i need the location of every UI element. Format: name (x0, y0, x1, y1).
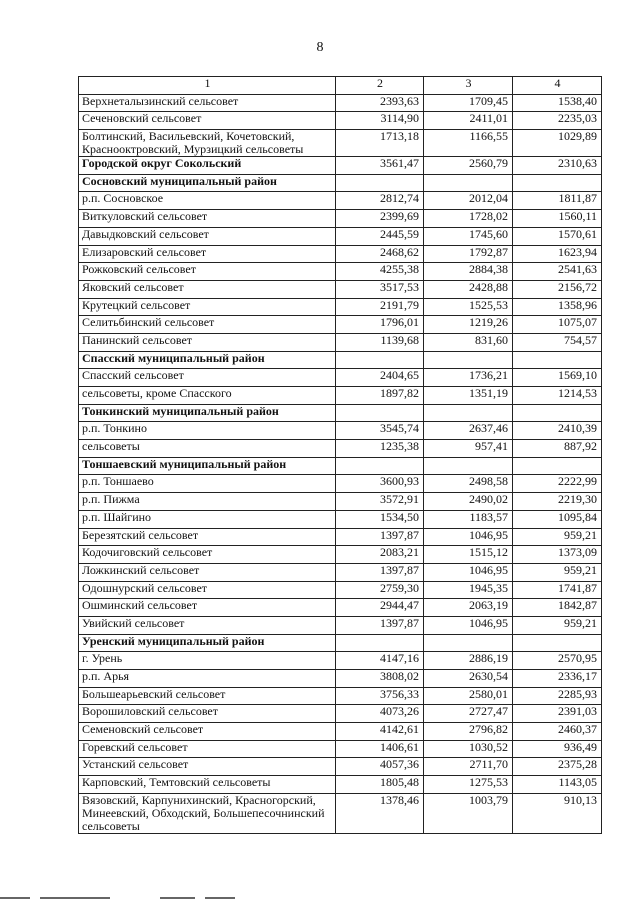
row-value-col3: 2498,58 (424, 475, 513, 493)
row-value-col3: 2630,54 (424, 670, 513, 688)
row-value-col2: 2393,63 (336, 94, 424, 112)
row-value-col4: 2391,03 (513, 705, 602, 723)
row-value-col3: 1046,95 (424, 616, 513, 634)
row-value-col4: 2570,95 (513, 652, 602, 670)
row-name-cell: Большеарьевский сельсовет (79, 687, 336, 705)
row-name-cell: р.п. Тоншаево (79, 475, 336, 493)
row-value-col3: 1275,53 (424, 776, 513, 794)
row-value-col2: 1805,48 (336, 776, 424, 794)
row-value-col4: 1358,96 (513, 298, 602, 316)
row-value-col2: 4057,36 (336, 758, 424, 776)
row-value-col4: 1143,05 (513, 776, 602, 794)
row-value-col2: 3517,53 (336, 280, 424, 298)
row-value-col3: 1792,87 (424, 245, 513, 263)
row-name-cell: Спасский муниципальный район (79, 351, 336, 369)
row-value-col3: 2580,01 (424, 687, 513, 705)
row-value-col2: 1897,82 (336, 387, 424, 405)
row-value-col2: 2083,21 (336, 546, 424, 564)
row-name-cell: р.п. Арья (79, 670, 336, 688)
row-value-col2: 1397,87 (336, 616, 424, 634)
table-row (79, 298, 602, 316)
table-row (79, 634, 602, 652)
row-value-col2: 2399,69 (336, 210, 424, 228)
row-value-col4: 887,92 (513, 440, 602, 458)
row-value-col2: 4073,26 (336, 705, 424, 723)
row-value-col3: 2428,88 (424, 280, 513, 298)
row-value-col3: 831,60 (424, 333, 513, 351)
column-header-2: 2 (336, 77, 424, 95)
table-row (79, 723, 602, 741)
scan-edge-line (205, 897, 235, 899)
row-value-col2: 3572,91 (336, 493, 424, 511)
table-row (79, 793, 602, 833)
row-name-cell: Болтинский, Васильевский, Кочетовский, Краснооктровский, Мурзицкий сельсоветы (79, 130, 336, 157)
row-name-cell: Крутецкий сельсовет (79, 298, 336, 316)
row-value-col2: 2468,62 (336, 245, 424, 263)
row-value-col4: 2219,30 (513, 493, 602, 511)
row-value-col2: 4142,61 (336, 723, 424, 741)
row-value-col2: 1235,38 (336, 440, 424, 458)
row-value-col4: 936,49 (513, 740, 602, 758)
row-value-col2 (336, 404, 424, 422)
row-value-col4: 2336,17 (513, 670, 602, 688)
row-value-col3: 1166,55 (424, 130, 513, 157)
table-row (79, 316, 602, 334)
table-row (79, 387, 602, 405)
row-value-col2 (336, 457, 424, 475)
table-row (79, 652, 602, 670)
row-value-col2: 4147,16 (336, 652, 424, 670)
row-value-col2: 1796,01 (336, 316, 424, 334)
table-row (79, 174, 602, 192)
row-value-col3: 1046,95 (424, 563, 513, 581)
table-row (79, 581, 602, 599)
row-name-cell: сельсоветы, кроме Спасского (79, 387, 336, 405)
table-row (79, 670, 602, 688)
row-value-col4: 2310,63 (513, 157, 602, 175)
table-row (79, 157, 602, 175)
table-row (79, 94, 602, 112)
table-row (79, 475, 602, 493)
row-value-col2: 3561,47 (336, 157, 424, 175)
row-value-col4: 1842,87 (513, 599, 602, 617)
row-name-cell: Вязовский, Карпунихинский, Красногорский, Минеевский, Обходский, Большепесочнинский сельсоветы (79, 793, 336, 833)
row-name-cell: Уренский муниципальный район (79, 634, 336, 652)
table-row (79, 740, 602, 758)
row-value-col3: 2012,04 (424, 192, 513, 210)
table-row (79, 192, 602, 210)
row-value-col3: 1003,79 (424, 793, 513, 833)
table-row (79, 245, 602, 263)
row-value-col3 (424, 404, 513, 422)
row-name-cell: Карповский, Темтовский сельсоветы (79, 776, 336, 794)
row-value-col3 (424, 634, 513, 652)
table-row (79, 112, 602, 130)
row-value-col3: 2711,70 (424, 758, 513, 776)
row-value-col2: 4255,38 (336, 263, 424, 281)
row-value-col2: 2944,47 (336, 599, 424, 617)
row-name-cell: Тоншаевский муниципальный район (79, 457, 336, 475)
row-value-col4: 959,21 (513, 616, 602, 634)
row-value-col4: 2285,93 (513, 687, 602, 705)
table-row (79, 616, 602, 634)
table-row (79, 546, 602, 564)
row-name-cell: г. Урень (79, 652, 336, 670)
row-value-col2: 1139,68 (336, 333, 424, 351)
row-value-col2: 1534,50 (336, 510, 424, 528)
row-value-col4: 1623,94 (513, 245, 602, 263)
row-value-col4: 1029,89 (513, 130, 602, 157)
row-value-col2: 2445,59 (336, 227, 424, 245)
row-value-col4: 959,21 (513, 563, 602, 581)
row-value-col3: 2411,01 (424, 112, 513, 130)
table-body (79, 94, 602, 833)
table-row (79, 705, 602, 723)
row-value-col2 (336, 174, 424, 192)
row-value-col4: 2460,37 (513, 723, 602, 741)
table-row (79, 210, 602, 228)
row-name-cell: Сеченовский сельсовет (79, 112, 336, 130)
page-number: 8 (316, 40, 324, 55)
row-value-col4: 1095,84 (513, 510, 602, 528)
row-name-cell: Сосновский муниципальный район (79, 174, 336, 192)
row-name-cell: Тонкинский муниципальный район (79, 404, 336, 422)
row-value-col2: 1378,46 (336, 793, 424, 833)
table-row (79, 333, 602, 351)
table-row (79, 263, 602, 281)
row-value-col3 (424, 351, 513, 369)
row-value-col2: 3600,93 (336, 475, 424, 493)
scan-edge-line (160, 897, 195, 899)
row-value-col2: 3114,90 (336, 112, 424, 130)
row-value-col2: 2404,65 (336, 369, 424, 387)
table-row (79, 440, 602, 458)
row-value-col3: 1515,12 (424, 546, 513, 564)
row-value-col4: 910,13 (513, 793, 602, 833)
column-header-3: 3 (424, 77, 513, 95)
table-row (79, 422, 602, 440)
row-value-col4 (513, 351, 602, 369)
row-value-col4: 2375,28 (513, 758, 602, 776)
row-value-col3: 2884,38 (424, 263, 513, 281)
column-header-1: 1 (79, 77, 336, 95)
row-value-col3: 1351,19 (424, 387, 513, 405)
row-value-col4: 1214,53 (513, 387, 602, 405)
row-name-cell: р.п. Сосновское (79, 192, 336, 210)
table-row (79, 510, 602, 528)
row-value-col2: 2191,79 (336, 298, 424, 316)
row-value-col4: 2235,03 (513, 112, 602, 130)
row-value-col3 (424, 174, 513, 192)
row-value-col3: 2886,19 (424, 652, 513, 670)
row-name-cell: Городской округ Сокольский (79, 157, 336, 175)
row-value-col2 (336, 351, 424, 369)
row-value-col3: 1525,53 (424, 298, 513, 316)
row-value-col3: 2637,46 (424, 422, 513, 440)
row-value-col4: 1569,10 (513, 369, 602, 387)
row-name-cell: Кодочиговский сельсовет (79, 546, 336, 564)
row-value-col3: 1046,95 (424, 528, 513, 546)
row-value-col3: 2063,19 (424, 599, 513, 617)
row-name-cell: Ошминский сельсовет (79, 599, 336, 617)
row-value-col2: 3756,33 (336, 687, 424, 705)
table-row (79, 563, 602, 581)
row-name-cell: сельсоветы (79, 440, 336, 458)
table-row (79, 351, 602, 369)
tariff-table (78, 76, 602, 834)
row-value-col2: 1397,87 (336, 563, 424, 581)
row-value-col4: 2222,99 (513, 475, 602, 493)
row-value-col4: 1570,61 (513, 227, 602, 245)
row-name-cell: Яковский сельсовет (79, 280, 336, 298)
row-value-col4: 1741,87 (513, 581, 602, 599)
row-value-col4: 2410,39 (513, 422, 602, 440)
scan-edge-line (0, 897, 30, 899)
row-value-col3: 2490,02 (424, 493, 513, 511)
row-value-col4: 2541,63 (513, 263, 602, 281)
row-value-col4 (513, 174, 602, 192)
table-row (79, 493, 602, 511)
row-value-col4 (513, 404, 602, 422)
table-row (79, 758, 602, 776)
row-name-cell: Увийский сельсовет (79, 616, 336, 634)
row-value-col3 (424, 457, 513, 475)
row-value-col3: 1219,26 (424, 316, 513, 334)
row-value-col2: 1406,61 (336, 740, 424, 758)
row-value-col3: 1736,21 (424, 369, 513, 387)
row-value-col2: 2759,30 (336, 581, 424, 599)
row-value-col3: 2796,82 (424, 723, 513, 741)
row-name-cell: Устанский сельсовет (79, 758, 336, 776)
row-name-cell: р.п. Тонкино (79, 422, 336, 440)
table-row (79, 404, 602, 422)
table-row (79, 528, 602, 546)
row-value-col3: 1745,60 (424, 227, 513, 245)
row-name-cell: Виткуловский сельсовет (79, 210, 336, 228)
row-value-col2 (336, 634, 424, 652)
table-row (79, 457, 602, 475)
row-value-col2: 1713,18 (336, 130, 424, 157)
row-name-cell: Березятский сельсовет (79, 528, 336, 546)
row-value-col2: 3808,02 (336, 670, 424, 688)
row-name-cell: Верхнеталызинский сельсовет (79, 94, 336, 112)
row-value-col3: 957,41 (424, 440, 513, 458)
row-value-col3: 2560,79 (424, 157, 513, 175)
row-name-cell: Спасский сельсовет (79, 369, 336, 387)
row-name-cell: Ворошиловский сельсовет (79, 705, 336, 723)
row-value-col4 (513, 457, 602, 475)
row-name-cell: Ложкинский сельсовет (79, 563, 336, 581)
row-value-col3: 2727,47 (424, 705, 513, 723)
row-value-col3: 1709,45 (424, 94, 513, 112)
row-name-cell: Одошнурский сельсовет (79, 581, 336, 599)
row-value-col4: 1538,40 (513, 94, 602, 112)
row-name-cell: Давыдковский сельсовет (79, 227, 336, 245)
row-value-col4: 1811,87 (513, 192, 602, 210)
row-value-col4: 959,21 (513, 528, 602, 546)
row-value-col3: 1945,35 (424, 581, 513, 599)
row-value-col2: 1397,87 (336, 528, 424, 546)
row-value-col4: 754,57 (513, 333, 602, 351)
row-value-col4: 1373,09 (513, 546, 602, 564)
row-value-col4: 1560,11 (513, 210, 602, 228)
row-name-cell: р.п. Пижма (79, 493, 336, 511)
row-value-col4: 1075,07 (513, 316, 602, 334)
table-row (79, 227, 602, 245)
row-value-col3: 1030,52 (424, 740, 513, 758)
row-value-col3: 1728,02 (424, 210, 513, 228)
scan-edge-line (40, 897, 110, 899)
column-header-4: 4 (513, 77, 602, 95)
table-header-row (79, 77, 602, 95)
row-name-cell: Горевский сельсовет (79, 740, 336, 758)
row-value-col2: 2812,74 (336, 192, 424, 210)
table-row (79, 599, 602, 617)
table-row (79, 369, 602, 387)
row-name-cell: Рожковский сельсовет (79, 263, 336, 281)
row-value-col4: 2156,72 (513, 280, 602, 298)
table-row (79, 130, 602, 157)
row-name-cell: Семеновский сельсовет (79, 723, 336, 741)
row-value-col3: 1183,57 (424, 510, 513, 528)
row-name-cell: Селитьбинский сельсовет (79, 316, 336, 334)
row-name-cell: Елизаровский сельсовет (79, 245, 336, 263)
table-row (79, 280, 602, 298)
table-row (79, 776, 602, 794)
row-value-col2: 3545,74 (336, 422, 424, 440)
table-row (79, 687, 602, 705)
row-name-cell: р.п. Шайгино (79, 510, 336, 528)
row-name-cell: Панинский сельсовет (79, 333, 336, 351)
row-value-col4 (513, 634, 602, 652)
